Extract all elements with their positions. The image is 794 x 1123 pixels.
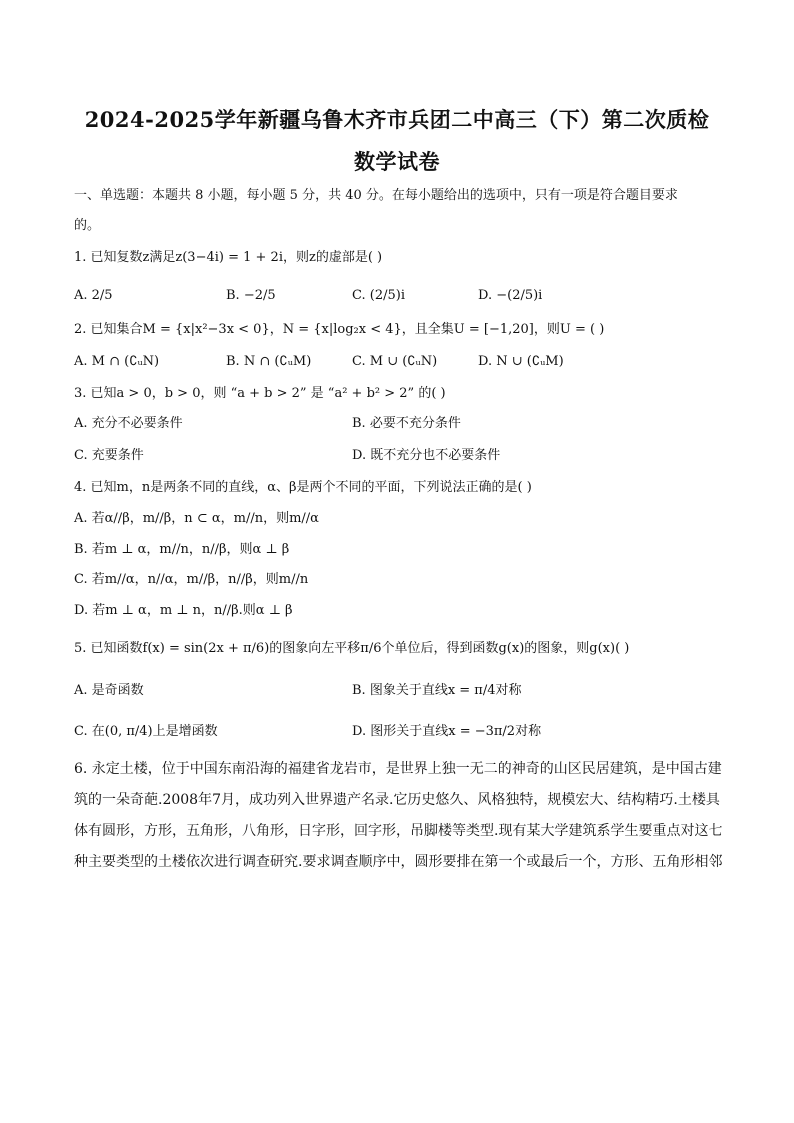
- question-1-option-c: C. (2/5)i: [352, 288, 405, 303]
- question-6-paragraph: [74, 754, 724, 878]
- question-5-option-c: C. 在(0, π/4)上是增函数: [74, 724, 218, 739]
- question-2-option-b: B. N ∩ (∁ᵤM): [226, 354, 312, 369]
- question-3-option-d: D. 既不充分也不必要条件: [352, 448, 501, 463]
- question-1-option-d: D. −(2/5)i: [478, 288, 543, 303]
- question-2-stem: 2. 已知集合M = {x|x²−3x < 0}，N = {x|log₂x < 4}，且全集U = [−1,20]，则U = ( ): [74, 322, 605, 337]
- question-1-stem: 1. 已知复数z满足z(3−4i) = 1 + 2i，则z的虚部是( ): [74, 250, 383, 265]
- question-3-option-c: C. 充要条件: [74, 448, 144, 463]
- question-5-stem: 5. 已知函数f(x) = sin(2x + π/6)的图象向左平移π/6个单位后，得到函数g(x)的图象，则g(x)( ): [74, 641, 630, 656]
- question-3-option-b: B. 必要不充分条件: [352, 416, 461, 431]
- question-2-option-c: C. M ∪ (∁ᵤN): [352, 354, 438, 369]
- question-5-option-b: B. 图象关于直线x = π/4对称: [352, 683, 522, 698]
- question-4-option-c: C. 若m//α，n//α，m//β，n//β，则m//n: [74, 572, 309, 587]
- question-3-option-a: A. 充分不必要条件: [74, 416, 183, 431]
- section-heading-cont: 的。: [74, 218, 101, 233]
- question-4-option-d: D. 若m ⊥ α，m ⊥ n，n//β.则α ⊥ β: [74, 603, 293, 618]
- section-heading: 一、单选题：本题共 8 小题，每小题 5 分，共 40 分。在每小题给出的选项中，只有一项是符合题目要求: [74, 188, 678, 203]
- question-6-line-2: 筑的一朵奇葩.2008年7月，成功列入世界遗产名录.它历史悠久、风格独特，规模宏大、结构精巧.土楼具: [74, 792, 720, 808]
- question-4-stem: 4. 已知m，n是两条不同的直线，α、β是两个不同的平面，下列说法正确的是( ): [74, 480, 532, 495]
- question-6-line-1: 6. 永定土楼，位于中国东南沿海的福建省龙岩市，是世界上独一无二的神奇的山区民居建筑，是中国古建: [74, 761, 722, 777]
- question-6-line-3: 体有圆形，方形，五角形，八角形，日字形，回字形，吊脚楼等类型.现有某大学建筑系学生要重点对这七: [74, 823, 723, 839]
- question-5-option-a: A. 是奇函数: [74, 683, 144, 698]
- question-2-option-d: D. N ∪ (∁ᵤM): [478, 354, 564, 369]
- question-1-option-b: B. −2/5: [226, 288, 276, 303]
- question-5-option-d: D. 图形关于直线x = −3π/2对称: [352, 724, 542, 739]
- exam-subtitle: 数学试卷: [354, 149, 440, 174]
- question-1-option-a: A. 2/5: [74, 288, 113, 303]
- exam-title: 2024-2025学年新疆乌鲁木齐市兵团二中高三（下）第二次质检: [84, 107, 710, 132]
- question-2-option-a: A. M ∩ (∁ᵤN): [74, 354, 160, 369]
- question-6-line-4: 种主要类型的土楼依次进行调查研究.要求调查顺序中，圆形要排在第一个或最后一个，方形、五角形相邻: [74, 854, 723, 870]
- question-3-stem: 3. 已知a > 0，b > 0，则 “a + b > 2” 是 “a² + b² > 2” 的( ): [74, 386, 446, 401]
- question-4-option-a: A. 若α//β，m//β，n ⊂ α，m//n，则m//α: [74, 511, 319, 526]
- question-4-option-b: B. 若m ⊥ α，m//n，n//β，则α ⊥ β: [74, 542, 290, 557]
